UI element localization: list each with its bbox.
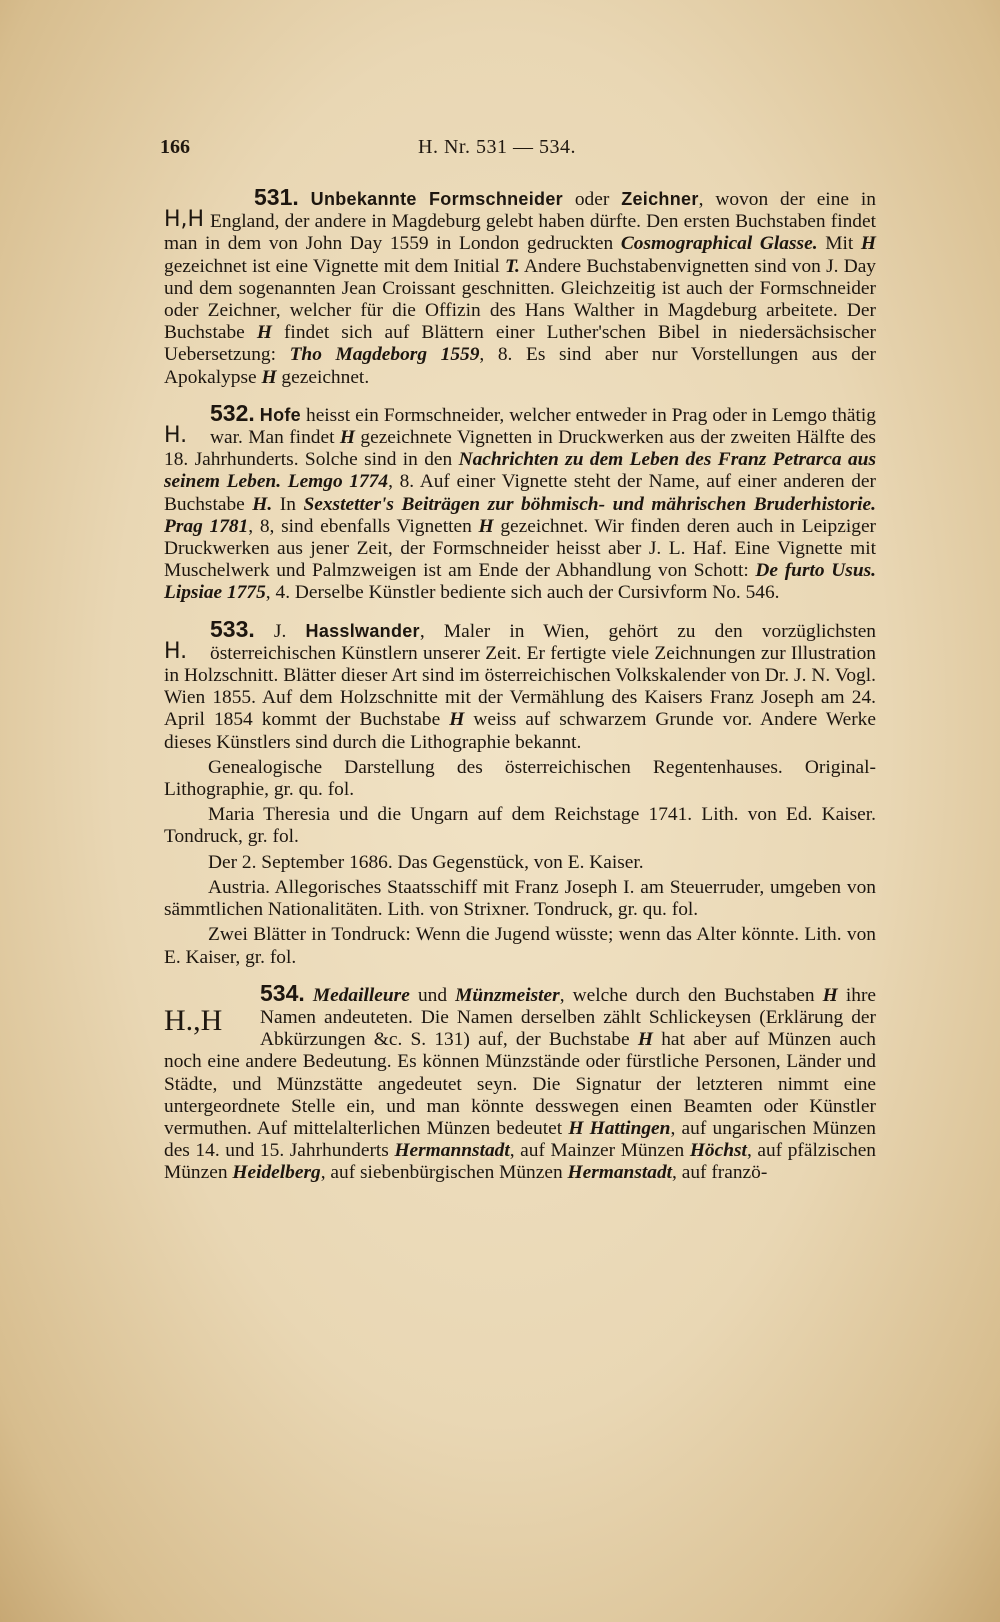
entry-533 bbox=[164, 615, 877, 969]
entry-number: 533. bbox=[210, 615, 255, 642]
entry-heading: Hofe bbox=[259, 404, 301, 425]
entry-heading: Medailleure bbox=[312, 984, 410, 1006]
entry-number: 532. bbox=[210, 399, 255, 426]
entry-heading-2: Zeichner bbox=[621, 189, 699, 209]
entry-heading-2: Münzmeister bbox=[455, 984, 560, 1006]
entry-number: 531. bbox=[254, 184, 299, 210]
entry-534 bbox=[164, 979, 877, 1185]
monogram-mark: H. bbox=[164, 422, 188, 448]
monogram-mark: H.,H bbox=[164, 1003, 223, 1037]
work-item: Zwei Blätter in Tondruck: Wenn die Jugend wüsste; wenn das Alter könnte. Lith. von E. Kaiser, gr. fol. bbox=[164, 924, 876, 968]
entry-text: 532. Hofe heisst ein Formschneider, welcher entweder in Prag oder in Lemgo thätig war. Man findet H gezeichnete Vignetten in Druckwerken aus der zweiten Hälfte des 18. Jahrhunderts. Solche sind in den Nachrichten zu dem Leben des Franz Petrarca aus seinem Leben. Lemgo 1774, 8. Auf einer Vignette steht der Name, auf einer anderen der Buchstabe H. In Sexstetter's Beiträgen zur böhmisch- und mährischen Bruderhistorie. Prag 1781, 8, sind ebenfalls Vignetten H gezeichnet. Wir finden deren auch in Leipziger Druckwerken aus jener Zeit, der Formschneider heisst aber J. L. Haf. Eine Vignette mit Muschelwerk und Palmzweigen ist am Ende der Abhandlung von Schott: De furto Usus. Lipsiae 1775, 4. Derselbe Künstler bediente sich auch der Cursivform No. 546. bbox=[164, 399, 877, 604]
monogram-mark: H,H bbox=[164, 207, 205, 232]
entry-text: 534. Medailleure und Münzmeister, welche durch den Buchstaben H ihre Namen andeuteten. Die Namen derselben zählt Schlickeysen (Erklärung der Abkürzungen &c. S. 131) auf, der Buchstabe H hat aber auf Münzen auch noch eine andere Bedeutung. Es können Münzstände oder fürstliche Personen, Länder und Städte, und Münzstätte angedeutet seyn. Die Signatur der letzteren nimmt eine untergeordnete Stelle ein, und man könnte desswegen einen Beamten oder Künstler vermuthen. Auf mittelalterlichen Münzen bedeutet H Hattingen, auf ungarischen Münzen des 14. und 15. Jahrhunderts Hermannstadt, auf Mainzer Münzen Höchst, auf pfälzischen Münzen Heidelberg, auf siebenbürgischen Münzen Hermanstadt, auf franzö- bbox=[164, 979, 877, 1184]
entry-532 bbox=[164, 399, 877, 605]
running-title: H. Nr. 531 — 534. bbox=[418, 136, 576, 158]
page-header bbox=[160, 136, 872, 166]
entry-heading: Unbekannte Formschneider bbox=[310, 189, 563, 209]
work-item: Maria Theresia und die Ungarn auf dem Reichstage 1741. Lith. von Ed. Kaiser. Tondruck, gr. fol. bbox=[164, 804, 876, 848]
entry-text: 533. J. Hasslwander, Maler in Wien, gehört zu den vorzüglichsten österreichischen Künstlern unserer Zeit. Er fertigte viele Zeichnungen zur Illustration in Holzschnitt. Blätter dieser Art sind im österreichischen Volkskalender von Dr. J. N. Vogl. Wien 1855. Auf dem Holzschnitte mit der Vermählung des Kaisers Franz Joseph am 24. April 1854 kommt der Buchstabe H weiss auf schwarzem Grunde vor. Andere Werke dieses Künstlers sind durch die Lithographie bekannt. bbox=[164, 615, 877, 753]
entry-heading: Hasslwander bbox=[305, 620, 420, 641]
entry-number: 534. bbox=[260, 979, 305, 1006]
work-item: Genealogische Darstellung des österreichischen Regentenhauses. Original-Lithographie, gr. qu. fol. bbox=[164, 756, 876, 801]
monogram-mark: H. bbox=[164, 638, 188, 664]
work-item: Der 2. September 1686. Das Gegenstück, von E. Kaiser. bbox=[208, 851, 644, 873]
entry-text: 531. Unbekannte Formschneider oder Zeichner, wovon der eine in England, der andere in Magdeburg gelebt haben dürfte. Den ersten Buchstaben findet man in dem von John Day 1559 in London gedruckten Cosmographical Glasse. Mit H gezeichnet ist eine Vignette mit dem Initial T. Andere Buchstabenvignetten sind von J. Day und dem sogenannten Jean Croissant geschnitten. Gleichzeitig ist auch der Formschneider oder Zeichner, welcher für die Offizin des Hans Walther in Magdeburg arbeitete. Der Buchstabe H findet sich auf Blättern einer Luther'schen Bibel in niedersächsischer Uebersetzung: Tho Magdeborg 1559, 8. Es sind aber nur Vorstellungen aus der Apokalypse H gezeichnet. bbox=[164, 184, 877, 388]
entry-531 bbox=[164, 186, 876, 389]
work-item: Austria. Allegorisches Staatsschiff mit Franz Joseph I. am Steuerruder, umgeben von sämmtlichen Nationalitäten. Lith. von Strixner. Tondruck, gr. qu. fol. bbox=[164, 876, 876, 921]
page-number: 166 bbox=[160, 136, 190, 158]
page-body bbox=[164, 186, 876, 1198]
